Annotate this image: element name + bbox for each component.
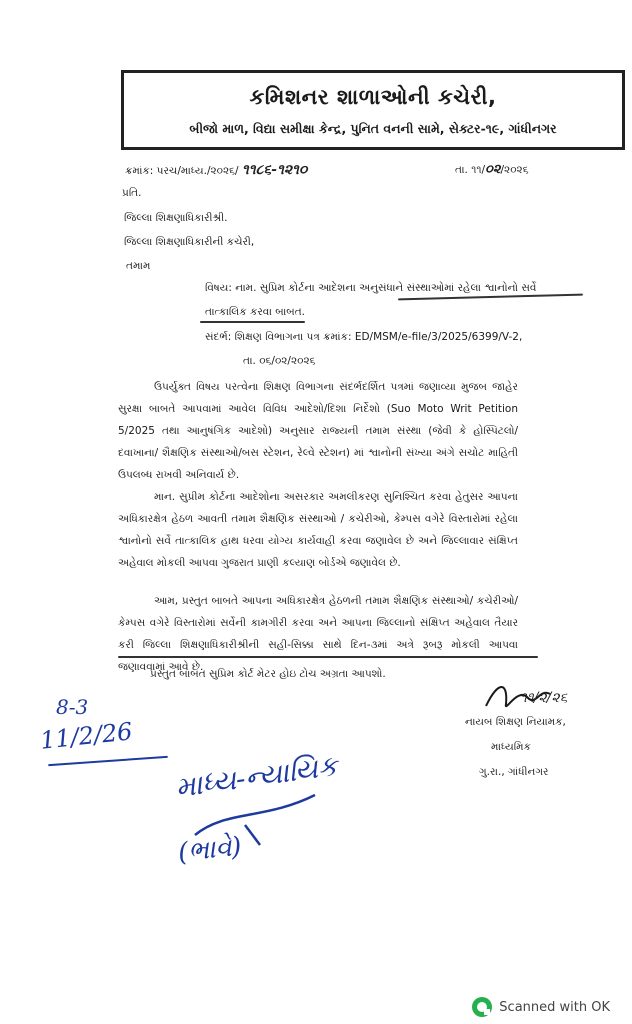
scanner-logo-icon xyxy=(471,996,493,1018)
body-paragraph-1 xyxy=(118,376,518,486)
body-paragraph-1-text: ઉપર્યુક્ત વિષય પરત્વેના શિક્ષણ વિભાગના સંદર્ભદર્શિત પત્રમાં જણાવ્યા મુજબ જાહેર સુરક્ષા બાબતે આપવામાં આવેલ વિવિધ આદેશો/દિશા નિર્દેશો (Suo Moto Writ Petition 5/2025 તથા આનુષંગિક આદેશો) અનુસાર રાજ્યની તમામ સંસ્થા (જેવી કે હોસ્પિટલો/દવાખાના/ શૈક્ષણિક સંસ્થાઓ/બસ સ્ટેશન, રેલ્વે સ્ટેશન) માં શ્વાનોની સંખ્યા અંગે સચોટ માહિતી ઉપલબ્ધ રાખવી અનિવાર્ય છે. xyxy=(118,381,518,481)
reference-number xyxy=(125,162,307,178)
scanner-watermark xyxy=(471,996,610,1018)
subject-line2-underline xyxy=(200,321,305,323)
letter-date-year: /૨૦૨૬ xyxy=(500,164,529,176)
letter-date-handwritten: ૦૨ xyxy=(485,162,501,177)
handwritten-note-underline xyxy=(48,756,168,766)
subject-line1: વિષય: નામ. સુપ્રિમ કોર્ટના આદેશના અનુસંધાને સંસ્થાઓમાં રહેલા શ્વાનોનો સર્વે xyxy=(205,282,537,294)
addressee-line1: જિલ્લા શિક્ષણાધિકારીશ્રી. xyxy=(124,212,228,224)
signature-designation: નાયબ શિક્ષણ નિયામક, xyxy=(465,716,566,728)
office-address: બીજો માળ, વિદ્યા સમીક્ષા કેન્દ્ર, પુનિત વનની સામે, સેક્ટર-૧૯, ગાંધીનગર xyxy=(189,121,557,136)
reference-letter-line1: સંદર્ભ: શિક્ષણ વિભાગના પત્ર ક્રમાંક: ED/MSM/e-file/3/2025/6399/V-2, xyxy=(205,331,523,343)
handwritten-note-center: માધ્ય-ન્યાયિક xyxy=(173,748,340,805)
reference-number-handwritten: ૧૧૮૬-૧૨૧૦ xyxy=(241,162,308,178)
handwritten-note-2: 11/2/26 xyxy=(38,717,134,755)
subject-line2: તાત્કાલિક કરવા બાબત. xyxy=(205,306,305,318)
body-paragraph-3-text: આમ, પ્રસ્તુત બાબતે આપના અધિકારક્ષેત્ર હેઠળની તમામ શૈક્ષણિક સંસ્થાઓ/ કચેરીઓ/ કેમ્પસ વગેરે વિસ્તારોમાં સર્વેની કામગીરી કરવા અને આપના જિલ્લાનો સંક્ષિપ્ત અહેવાલ તૈયાર કરી જિલ્લા શિક્ષણાધિકારીશ્રીની સહી-સિક્કા સાથે દિન-૩માં અત્રે રૂબરૂ મોકલી આપવા જણાવવામાં આવે છે. xyxy=(118,595,518,673)
body-paragraph-3-underline xyxy=(118,656,538,658)
signature-date: ૧૧/૨/૨૬ xyxy=(520,690,568,706)
addressee-line2: જિલ્લા શિક્ષણાધિકારીની કચેરી, xyxy=(124,236,255,248)
prati-label: પ્રતિ. xyxy=(122,187,142,199)
handwritten-note-1: 8-3 xyxy=(56,695,89,719)
letter-date xyxy=(455,162,529,177)
letterhead-box xyxy=(121,70,625,150)
office-title: કમિશનર શાળાઓની કચેરી, xyxy=(249,85,497,109)
body-paragraph-4: પ્રસ્તુત બાબત સુપ્રિમ કોર્ટ મેટર હોઇ ટોચ અગ્રતા આપશો. xyxy=(150,668,386,680)
body-paragraph-2 xyxy=(118,486,518,574)
body-paragraph-3 xyxy=(118,590,518,678)
reference-letter-line2: તા. ૦૬/૦૨/૨૦૨૬ xyxy=(243,355,316,367)
body-paragraph-2-text: માન. સુપ્રીમ કોર્ટના આદેશોના અસરકાર અમલીકરણ સુનિશ્ચિત કરવા હેતુસર આપના અધિકારક્ષેત્ર હેઠળ આવતી તમામ શૈક્ષણિક સંસ્થાઓ / કચેરીઓ, કેમ્પસ વગેરે વિસ્તારોમાં રહેલા શ્વાનોનો સર્વે તાત્કાલિક હાથ ધરવા યોગ્ય કાર્યવાહી કરવા જણાવેલ છે અને જિલ્લાવાર સંક્ષિપ્ત અહેવાલ મોકલી આપવા ગુજરાત પ્રાણી કલ્યાણ બોર્ડએ જણાવેલ છે. xyxy=(118,491,518,569)
signature-location: ગુ.રા., ગાંધીનગર xyxy=(479,766,549,778)
signature-department: માધ્યમિક xyxy=(491,741,531,753)
handwritten-note-bottom: (ભાવે) xyxy=(176,831,243,869)
reference-number-label: ક્રમાંક: પરચ/માધ્ય./૨૦૨૬/ xyxy=(125,165,239,177)
addressee-line3: તમામ xyxy=(126,260,151,272)
scanner-label: Scanned with OK xyxy=(499,999,610,1015)
letter-date-label: તા. ૧૧/ xyxy=(455,164,486,176)
